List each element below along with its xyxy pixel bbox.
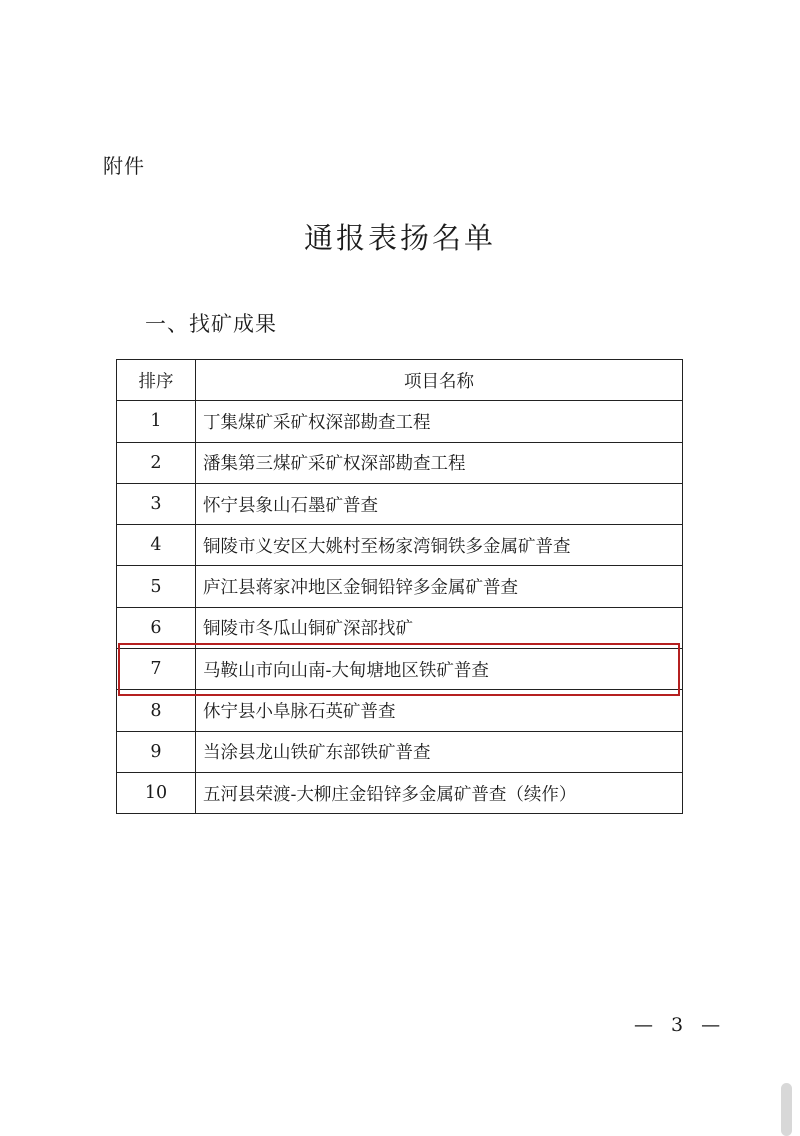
row-name-cell: 铜陵市冬瓜山铜矿深部找矿 [196,607,683,648]
row-name-cell: 马鞍山市向山南-大甸塘地区铁矿普查 [196,649,683,690]
table-row [117,483,683,524]
row-rank-cell: 7 [117,649,196,690]
row-name-cell: 庐江县蒋家冲地区金铜铅锌多金属矿普查 [196,566,683,607]
row-rank-cell: 8 [117,690,196,731]
table-row [117,525,683,566]
table-row [117,442,683,483]
table-header-row [117,360,683,401]
page-number: — 3 — [634,1014,727,1036]
attachment-label: 附件 [103,154,145,178]
row-name-cell: 休宁县小阜脉石英矿普查 [196,690,683,731]
table-row [117,566,683,607]
row-rank-cell: 4 [117,525,196,566]
scrollbar-thumb[interactable] [781,1083,792,1136]
row-rank-cell: 1 [117,401,196,442]
row-rank-cell: 2 [117,442,196,483]
row-rank-cell: 6 [117,607,196,648]
row-name-cell: 五河县荣渡-大柳庄金铅锌多金属矿普查（续作） [196,772,683,813]
row-name-cell: 铜陵市义安区大姚村至杨家湾铜铁多金属矿普查 [196,525,683,566]
row-name-cell: 当涂县龙山铁矿东部铁矿普查 [196,731,683,772]
page-title: 通报表扬名单 [303,221,496,255]
table-row [117,731,683,772]
table-row [117,401,683,442]
section-heading: 一、找矿成果 [145,312,277,336]
column-header-name: 项目名称 [196,360,683,401]
row-name-cell: 怀宁县象山石墨矿普查 [196,483,683,524]
row-name-cell: 丁集煤矿采矿权深部勘查工程 [196,401,683,442]
row-name-cell: 潘集第三煤矿采矿权深部勘查工程 [196,442,683,483]
row-rank-cell: 9 [117,731,196,772]
row-rank-cell: 10 [117,772,196,813]
table-row [117,772,683,813]
table-row [117,607,683,648]
column-header-rank: 排序 [117,360,196,401]
table-row-highlighted [117,649,683,690]
row-rank-cell: 3 [117,483,196,524]
row-rank-cell: 5 [117,566,196,607]
table-row [117,690,683,731]
commendation-table [116,359,683,814]
